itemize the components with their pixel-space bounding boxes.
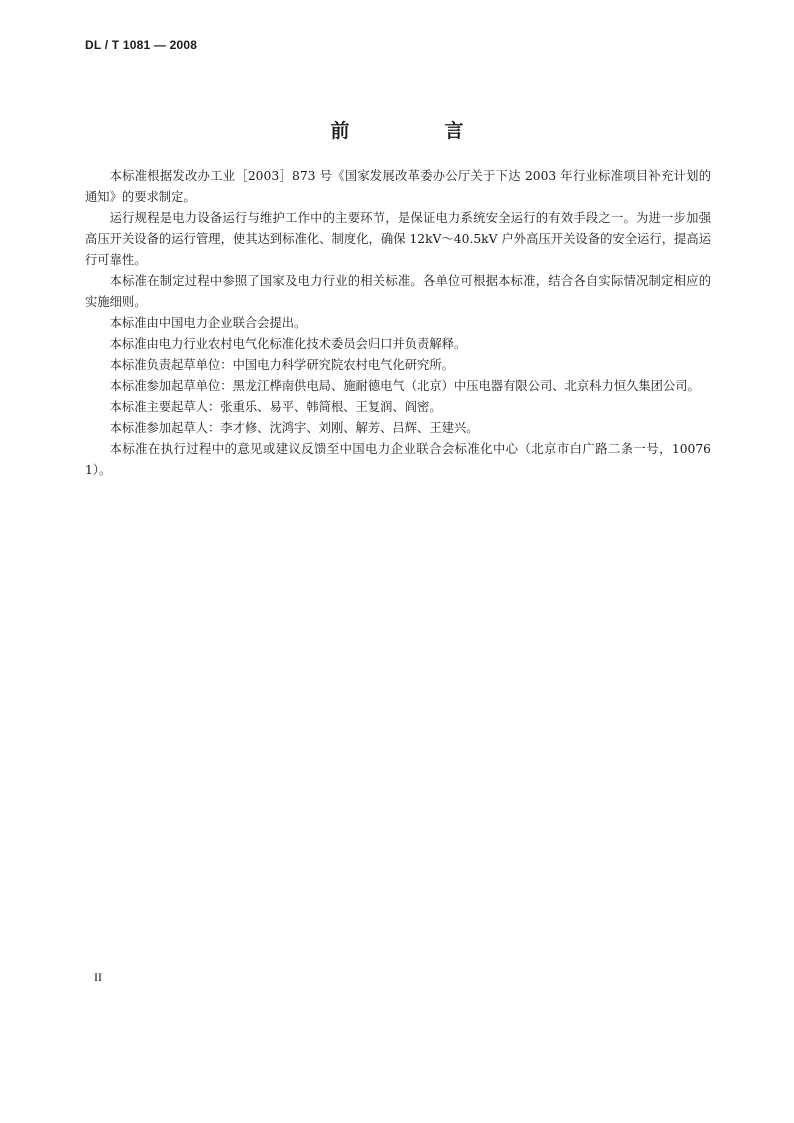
foreword-paragraph: 本标准主要起草人：张重乐、易平、韩简根、王复润、阎密。 <box>109 400 442 414</box>
foreword-paragraph: 本标准负责起草单位：中国电力科学研究院农村电气化研究所。 <box>109 358 454 372</box>
foreword-paragraph: 本标准在执行过程中的意见或建议反馈至中国电力企业联合会标准化中心（北京市白广路二条一号，100761）。 <box>85 442 711 477</box>
standard-code-header: DL / T 1081 — 2008 <box>85 38 198 52</box>
foreword-paragraph: 本标准参加起草单位：黑龙江桦南供电局、施耐德电气（北京）中压电器有限公司、北京科力恒久集团公司。 <box>109 379 700 393</box>
foreword-paragraph: 本标准参加起草人：李才修、沈鸿宇、刘刚、解芳、吕辉、王建兴。 <box>109 421 479 435</box>
foreword-paragraph: 本标准由电力行业农村电气化标准化技术委员会归口并负责解释。 <box>109 337 467 351</box>
foreword-paragraph: 本标准由中国电力企业联合会提出。 <box>109 316 307 330</box>
foreword-paragraph: 本标准在制定过程中参照了国家及电力行业的相关标准。各单位可根据本标准，结合各自实际情况制定相应的实施细则。 <box>85 274 711 309</box>
page-title: 前 言 <box>330 119 502 142</box>
foreword-paragraph: 运行规程是电力设备运行与维护工作中的主要环节，是保证电力系统安全运行的有效手段之一。为进一步加强高压开关设备的运行管理，使其达到标准化、制度化，确保 12kV～40.5kV 户外高压开关设备的安全运行，提高运行可靠性。 <box>85 211 711 267</box>
page-number: II <box>94 970 102 984</box>
foreword-paragraph: 本标准根据发改办工业［2003］873 号《国家发展改革委办公厅关于下达 2003 年行业标准项目补充计划的通知》的要求制定。 <box>85 169 711 204</box>
foreword-body <box>85 166 711 481</box>
